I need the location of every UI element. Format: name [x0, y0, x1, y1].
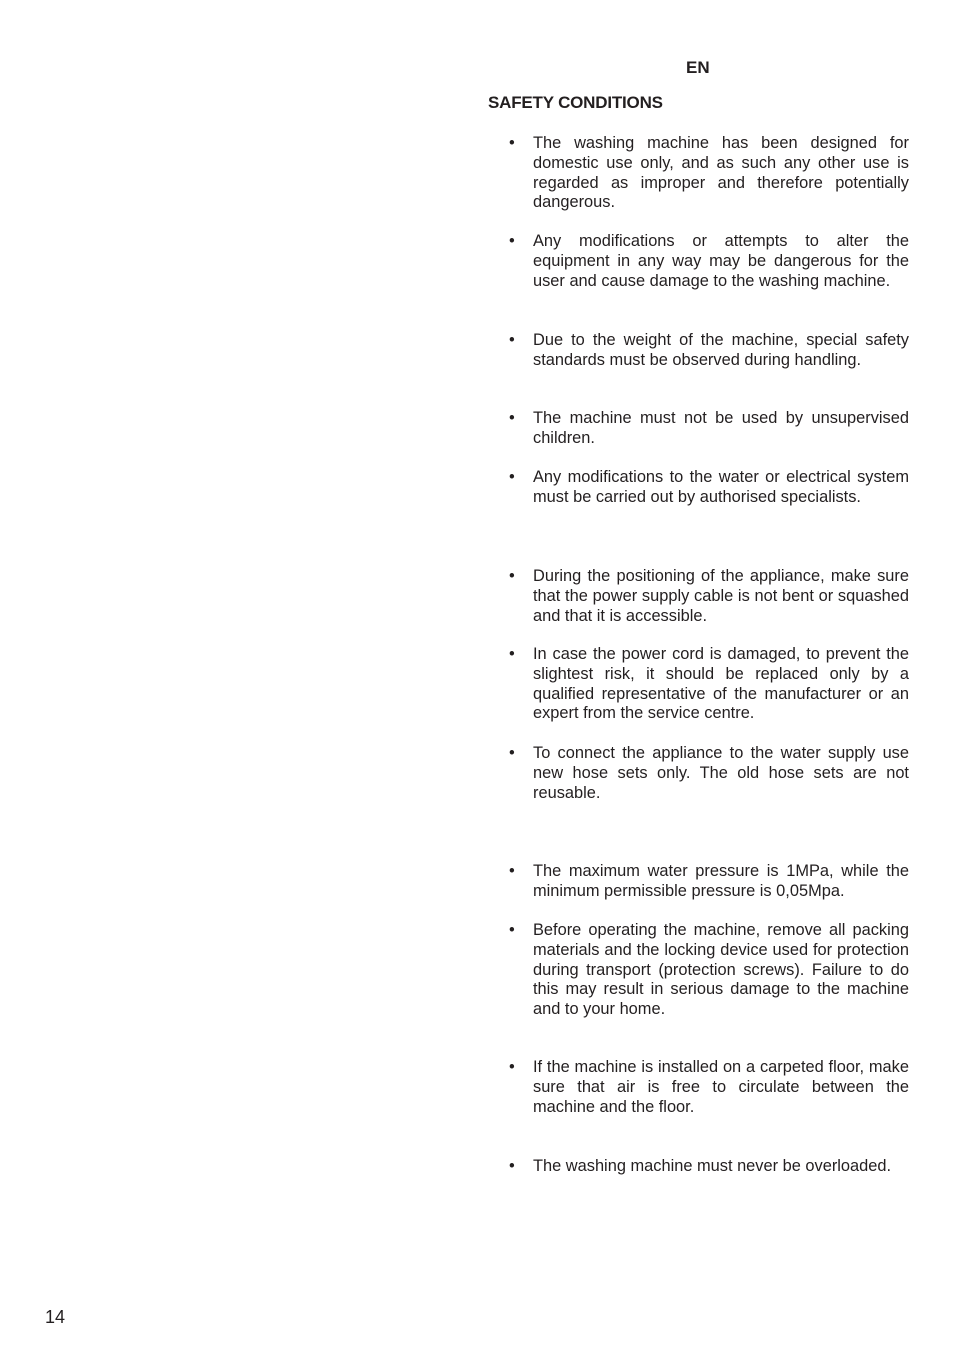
- page-title: SAFETY CONDITIONS: [488, 93, 663, 112]
- list-item-text: The machine must not be used by unsupervised children.: [533, 409, 909, 447]
- language-label: EN: [686, 58, 710, 77]
- list-item-text: Due to the weight of the machine, special safety standards must be observed during handling.: [533, 331, 909, 369]
- bullet: •: [509, 134, 515, 152]
- list-item: [509, 1058, 909, 1117]
- list-item-text: Any modifications to the water or electrical system must be carried out by authorised specialists.: [533, 468, 909, 506]
- list-item: [509, 1157, 909, 1177]
- list-item-text: To connect the appliance to the water supply use new hose sets only. The old hose sets are not reusable.: [533, 744, 909, 802]
- list-item-text: The washing machine has been designed for domestic use only, and as such any other use is regarded as improper and therefore potentially dangerous.: [533, 134, 909, 212]
- list-item-text: During the positioning of the appliance, make sure that the power supply cable is not bent or squashed and that it is accessible.: [533, 567, 909, 625]
- list-item: [509, 409, 909, 449]
- list-item-text: Before operating the machine, remove all packing materials and the locking device used for protection during transport (protection screws). Failure to do this may result in serious damage to the machine and to your home.: [533, 921, 909, 1019]
- page-number: 14: [45, 1307, 66, 1327]
- list-item-text: In case the power cord is damaged, to prevent the slightest risk, it should be replaced only by a qualified representative of the manufacturer or an expert from the service centre.: [533, 645, 909, 723]
- list-item-text: The washing machine must never be overloaded.: [533, 1157, 892, 1175]
- list-item-text: The maximum water pressure is 1MPa, while the minimum permissible pressure is 0,05Mpa.: [533, 862, 909, 900]
- bullet: •: [509, 468, 515, 486]
- bullet: •: [509, 645, 515, 663]
- bullet: •: [509, 744, 515, 762]
- list-item-text: Any modifications or attempts to alter the equipment in any way may be dangerous for the user and cause damage to the washing machine.: [533, 232, 909, 290]
- bullet: •: [509, 1058, 515, 1076]
- bullet: •: [509, 1157, 515, 1175]
- list-item: [509, 567, 909, 626]
- list-item: [509, 744, 909, 803]
- list-item: [509, 232, 909, 291]
- list-item: [509, 645, 909, 724]
- bullet: •: [509, 567, 515, 585]
- bullet: •: [509, 862, 515, 880]
- list-item-text: If the machine is installed on a carpeted floor, make sure that air is free to circulate between the machine and the floor.: [533, 1058, 909, 1116]
- bullet: •: [509, 409, 515, 427]
- list-item: [509, 331, 909, 371]
- list-item: [509, 134, 909, 213]
- bullet: •: [509, 331, 515, 349]
- list-item: [509, 921, 909, 1020]
- list-item: [509, 862, 909, 902]
- list-item: [509, 468, 909, 508]
- bullet: •: [509, 921, 515, 939]
- bullet: •: [509, 232, 515, 250]
